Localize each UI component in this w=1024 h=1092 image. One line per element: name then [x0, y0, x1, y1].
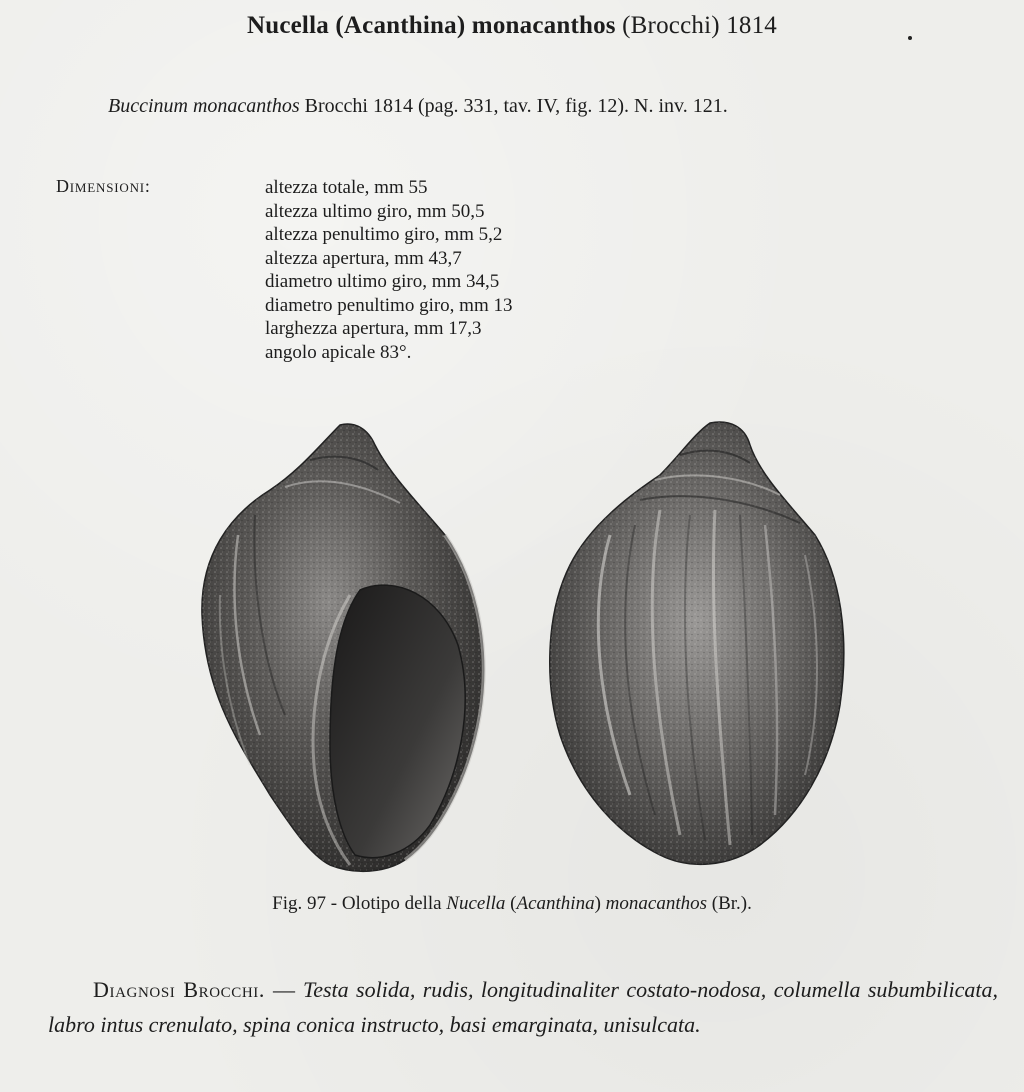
dimensions-list — [265, 176, 513, 364]
species-name: Nucella (Acanthina) monacanthos — [246, 12, 616, 39]
figure-caption — [0, 893, 1024, 915]
diagnosis-text: Testa solida, rudis, longitudinaliter costato-nodosa, columella subumbilicata, labro intus crenulato, spina conica instructo, basi emarginata, unisulcata. — [48, 977, 998, 1037]
synonym-line — [108, 95, 728, 118]
dimension-item: altezza apertura, mm 43,7 — [265, 247, 462, 269]
caption-species: monacanthos — [605, 893, 707, 914]
caption-genus: Nucella — [446, 893, 506, 914]
print-speck — [908, 36, 912, 40]
shell-figure — [190, 415, 860, 880]
species-title — [0, 12, 1024, 40]
shell-photographs — [190, 415, 860, 880]
caption-text: ( — [505, 893, 517, 914]
caption-text: Fig. 97 - Olotipo della — [272, 893, 447, 914]
species-author: (Brocchi) 1814 — [622, 12, 777, 39]
shell-apertural-view — [202, 424, 484, 871]
dimension-item: altezza totale, mm 55 — [265, 177, 428, 198]
dimension-item: diametro ultimo giro, mm 34,5 — [265, 271, 500, 292]
dimension-item: altezza ultimo giro, mm 50,5 — [265, 200, 485, 222]
dimension-item: larghezza apertura, mm 17,3 — [265, 318, 482, 339]
dimension-item: altezza penultimo giro, mm 5,2 — [265, 224, 503, 245]
caption-text: ) — [594, 893, 606, 914]
dimension-item: diametro penultimo giro, mm 13 — [265, 294, 513, 316]
caption-subgenus: Acanthina — [516, 893, 595, 914]
diagnosis-label: Diagnosi Brocchi. — — [93, 977, 296, 1002]
dimension-item: angolo apicale 83°. — [265, 341, 412, 363]
shell-dorsal-view — [550, 422, 844, 864]
dimensions-label: Dimensioni: — [56, 176, 151, 196]
synonym-reference: Brocchi 1814 (pag. 331, tav. IV, fig. 12). N. inv. 121. — [304, 95, 728, 117]
diagnosis-paragraph — [48, 972, 998, 1042]
caption-text: (Br.). — [707, 893, 752, 914]
synonym-name: Buccinum monacanthos — [108, 95, 300, 117]
